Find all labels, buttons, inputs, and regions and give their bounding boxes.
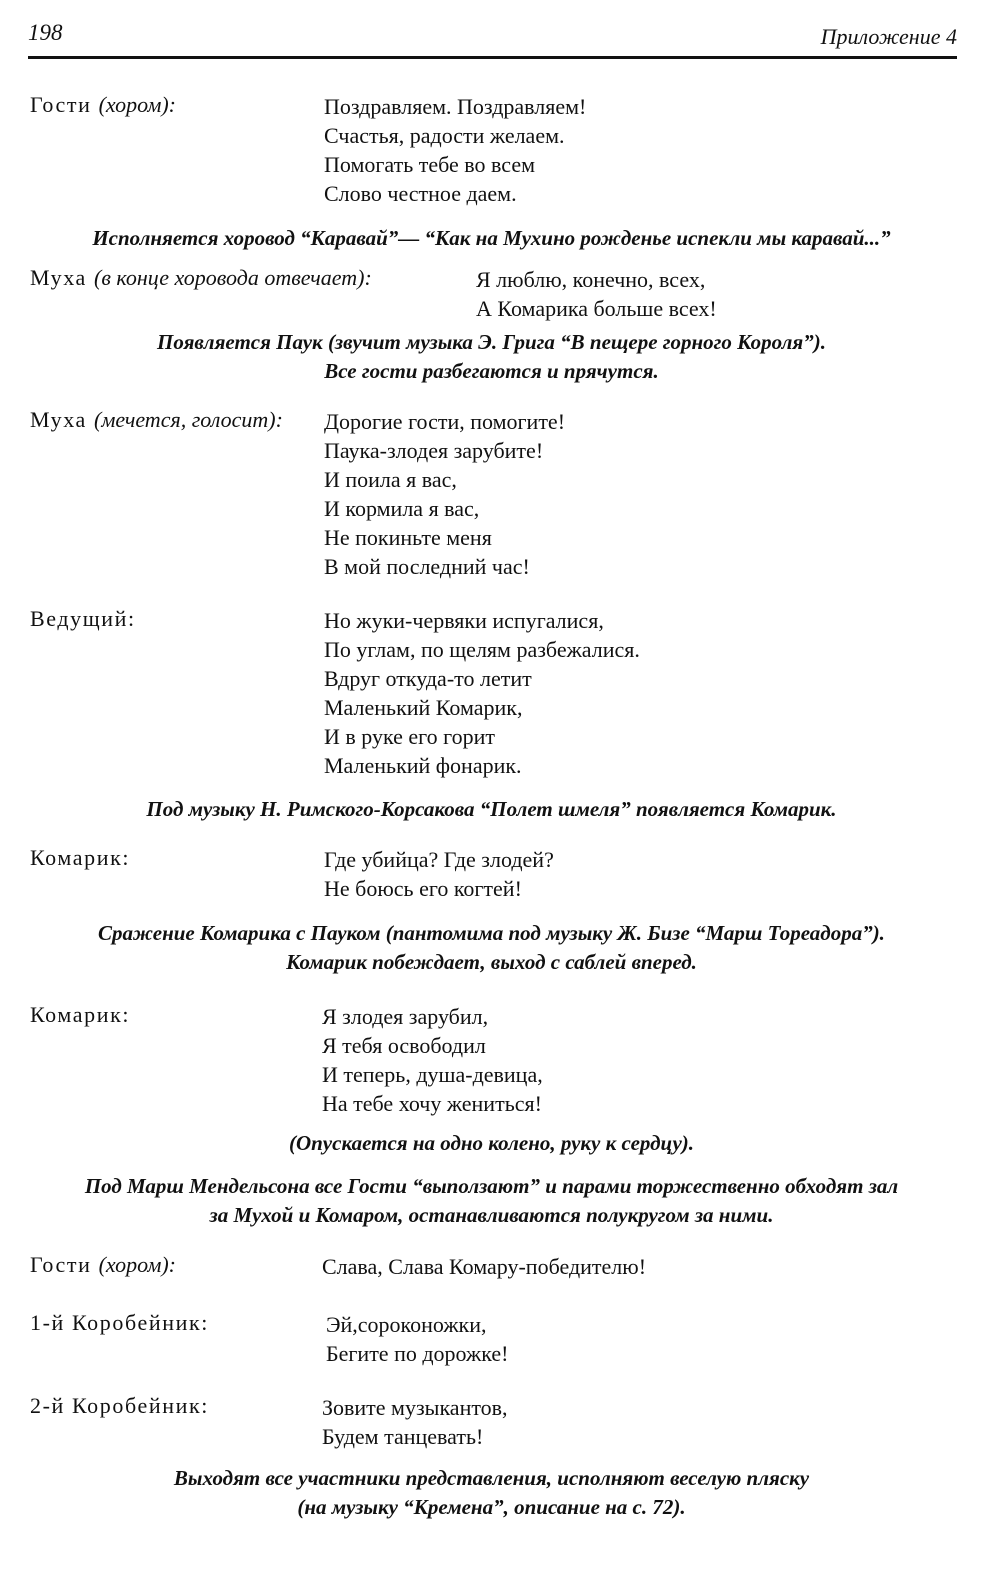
- verse: [476, 265, 717, 323]
- verse: [324, 92, 586, 208]
- speaker-remark: (хором):: [98, 1252, 177, 1277]
- verse-line: Но жуки-червяки испугалися,: [324, 608, 604, 633]
- verse-line: В мой последний час!: [324, 554, 530, 579]
- verse-line: Вдруг откуда-то летит: [324, 666, 532, 691]
- speaker-name: 2-й Коробейник:: [30, 1393, 209, 1418]
- stage-line: (на музыку “Кремена”, описание на с. 72).: [297, 1495, 686, 1519]
- speaker-remark: (мечется, голосит):: [94, 407, 283, 432]
- speaker-name: Муха (мечется, голосит):: [30, 407, 283, 432]
- stage-line: Все гости разбегаются и прячутся.: [324, 359, 659, 383]
- verse-line: Счастья, радости желаем.: [324, 123, 565, 148]
- stage-direction: [20, 919, 963, 977]
- stage-direction: [20, 1172, 963, 1230]
- stage-line: Комарик побеждает, выход с саблей вперед.: [286, 950, 697, 974]
- verse-line: И теперь, душа-девица,: [322, 1062, 543, 1087]
- verse: [326, 1310, 508, 1368]
- verse-line: И поила я вас,: [324, 467, 457, 492]
- verse-line: Маленький Комарик,: [324, 695, 523, 720]
- verse-line: Паука-злодея зарубите!: [324, 438, 544, 463]
- verse-line: И кормила я вас,: [324, 496, 480, 521]
- stage-direction: [20, 795, 963, 824]
- verse-line: Бегите по дорожке!: [326, 1341, 509, 1366]
- stage-line: Исполняется хоровод “Каравай”— “Как на Мухино рожденье испекли мы каравай...”: [92, 226, 891, 250]
- verse-line: Зовите музыкантов,: [322, 1395, 508, 1420]
- verse-line: Маленький фонарик.: [324, 753, 522, 778]
- verse: [324, 606, 640, 780]
- stage-direction: [20, 1464, 963, 1522]
- page-header: [28, 20, 957, 59]
- verse-line: Слово честное даем.: [324, 181, 517, 206]
- speaker-name: Гости (хором):: [30, 92, 177, 117]
- speaker-remark: (хором):: [98, 92, 177, 117]
- verse-line: Поздравляем. Поздравляем!: [324, 94, 587, 119]
- stage-line: Выходят все участники представления, исполняют веселую пляску: [173, 1466, 810, 1490]
- speaker-name: Гости (хором):: [30, 1252, 177, 1277]
- page-number: 198: [28, 20, 63, 45]
- stage-line: Под Марш Мендельсона все Гости “выползают” и парами торжественно обходят зал: [84, 1174, 899, 1198]
- verse-line: Я люблю, конечно, всех,: [476, 267, 706, 292]
- stage-line: Сражение Комарика с Пауком (пантомима под музыку Ж. Бизе “Марш Тореадора”).: [98, 921, 885, 945]
- verse-line: Не покиньте меня: [324, 525, 492, 550]
- verse-line: А Комарика больше всех!: [476, 296, 717, 321]
- speaker-name: Комарик:: [30, 845, 131, 870]
- verse: [322, 1252, 646, 1281]
- verse-line: Слава, Слава Комару-победителю!: [322, 1254, 647, 1279]
- stage-direction: [20, 328, 963, 386]
- verse: [322, 1393, 508, 1451]
- speaker-name: 1-й Коробейник:: [30, 1310, 209, 1335]
- running-head: Приложение 4: [820, 24, 957, 49]
- stage-line: Появляется Паук (звучит музыка Э. Грига “В пещере горного Короля”).: [157, 330, 826, 354]
- speaker-name: Комарик:: [30, 1002, 131, 1027]
- verse-line: Дорогие гости, помогите!: [324, 409, 566, 434]
- verse-line: По углам, по щелям разбежалися.: [324, 637, 640, 662]
- verse: [322, 1002, 543, 1118]
- verse: [324, 845, 554, 903]
- stage-line: Под музыку Н. Римского-Корсакова “Полет шмеля” появляется Комарик.: [146, 797, 837, 821]
- stage-direction: [20, 1129, 963, 1158]
- verse-line: И в руке его горит: [324, 724, 495, 749]
- verse-line: Помогать тебе во всем: [324, 152, 536, 177]
- speaker-name: Ведущий:: [30, 606, 136, 631]
- verse-line: На тебе хочу жениться!: [322, 1091, 542, 1116]
- stage-line: (Опускается на одно колено, руку к сердцу).: [288, 1131, 695, 1155]
- stage-line: за Мухой и Комаром, останавливаются полукругом за ними.: [209, 1203, 774, 1227]
- verse-line: Эй,сороконожки,: [326, 1312, 487, 1337]
- speaker-remark: (в конце хоровода отвечает):: [94, 265, 372, 290]
- stage-direction: [20, 224, 963, 253]
- verse-line: Будем танцевать!: [322, 1424, 484, 1449]
- verse-line: Я злодея зарубил,: [322, 1004, 489, 1029]
- verse: [324, 407, 565, 581]
- speaker-name: Муха (в конце хоровода отвечает):: [30, 265, 372, 290]
- verse-line: Не боюсь его когтей!: [324, 876, 522, 901]
- verse-line: Я тебя освободил: [322, 1033, 486, 1058]
- verse-line: Где убийца? Где злодей?: [324, 847, 554, 872]
